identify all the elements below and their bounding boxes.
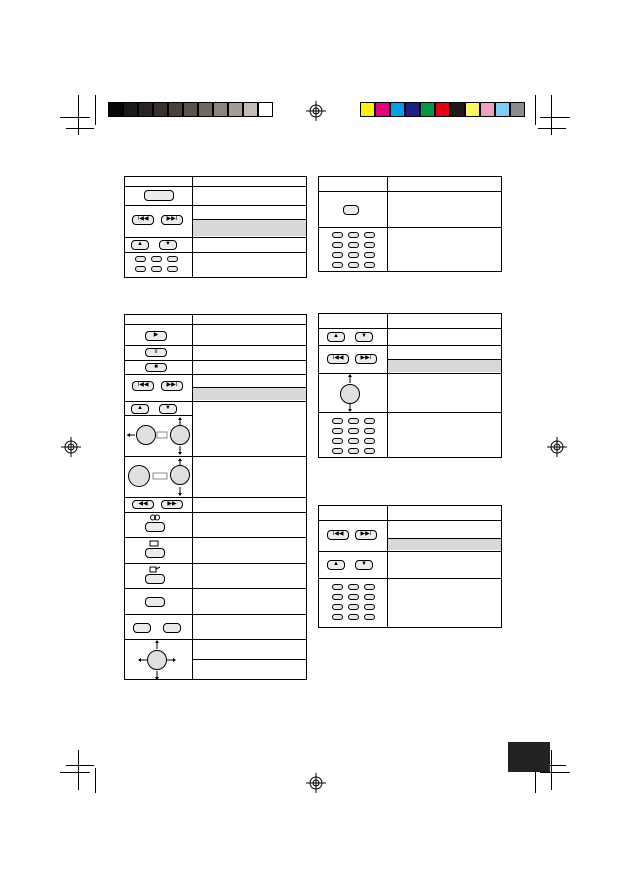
up-down-arrows-icon [345, 374, 355, 412]
up-button[interactable]: ▲ [327, 332, 345, 342]
registration-mark-top [306, 101, 326, 121]
four-way-arrows-icon [125, 640, 192, 680]
subtitle-button[interactable] [145, 548, 165, 558]
next-button[interactable]: ▶▶I [355, 530, 377, 540]
gray-swatch [123, 102, 138, 117]
color-swatch [480, 102, 495, 117]
gray-swatch [168, 102, 183, 117]
dial-arrows-icon [125, 457, 192, 497]
rounded-button[interactable] [343, 205, 359, 215]
gray-swatch [153, 102, 168, 117]
prev-button[interactable]: I◀◀ [327, 530, 349, 540]
down-button[interactable]: ▼ [355, 560, 373, 570]
color-swatch [510, 102, 525, 117]
color-swatch [465, 102, 480, 117]
down-button[interactable]: ▼ [355, 332, 373, 342]
forward-button[interactable]: ▶▶ [161, 500, 183, 509]
gray-swatch [243, 102, 258, 117]
gray-swatch [108, 102, 123, 117]
rounded-button[interactable] [145, 597, 165, 607]
prev-button[interactable]: I◀◀ [132, 381, 154, 391]
table-right-2 [318, 313, 502, 458]
play-button[interactable]: ▶ [145, 331, 167, 341]
gray-swatch [228, 102, 243, 117]
table-left-1 [124, 176, 307, 278]
table-right-1 [318, 176, 502, 272]
rounded-button[interactable] [144, 190, 174, 201]
down-button[interactable]: ▼ [159, 404, 177, 414]
audio-button[interactable] [145, 522, 165, 532]
stop-button[interactable]: ■ [145, 363, 167, 372]
rewind-button[interactable]: ◀◀ [132, 500, 154, 509]
gray-swatch [213, 102, 228, 117]
angle-icon [149, 565, 161, 573]
color-swatch [420, 102, 435, 117]
table-left-2 [124, 314, 307, 680]
up-button[interactable]: ▲ [131, 240, 149, 250]
down-button[interactable]: ▼ [159, 240, 177, 250]
registration-mark-left [61, 437, 81, 457]
prev-button[interactable]: I◀◀ [327, 354, 349, 364]
gray-swatch [258, 102, 273, 117]
next-button[interactable]: ▶▶I [161, 381, 183, 391]
next-button[interactable]: ▶▶I [161, 215, 183, 225]
right-oval-button[interactable] [163, 623, 181, 633]
color-swatch [375, 102, 390, 117]
color-swatch [450, 102, 465, 117]
dial-arrows-icon [125, 416, 192, 456]
gray-swatch [198, 102, 213, 117]
pause-button[interactable]: II [145, 348, 167, 357]
color-swatch [495, 102, 510, 117]
gray-swatch [138, 102, 153, 117]
subtitle-icon [149, 540, 159, 547]
page-tab [508, 742, 550, 772]
left-oval-button[interactable] [133, 623, 151, 633]
prev-button[interactable]: I◀◀ [132, 215, 154, 225]
up-button[interactable]: ▲ [131, 404, 149, 414]
color-swatch [435, 102, 450, 117]
next-button[interactable]: ▶▶I [355, 354, 377, 364]
color-swatch [390, 102, 405, 117]
audio-icon [149, 514, 161, 521]
up-button[interactable]: ▲ [327, 560, 345, 570]
color-swatch [360, 102, 375, 117]
angle-button[interactable] [145, 574, 165, 584]
color-swatch [405, 102, 420, 117]
registration-mark-right [547, 437, 567, 457]
table-right-3 [318, 505, 502, 628]
gray-swatch [183, 102, 198, 117]
registration-mark-bottom [306, 773, 326, 793]
